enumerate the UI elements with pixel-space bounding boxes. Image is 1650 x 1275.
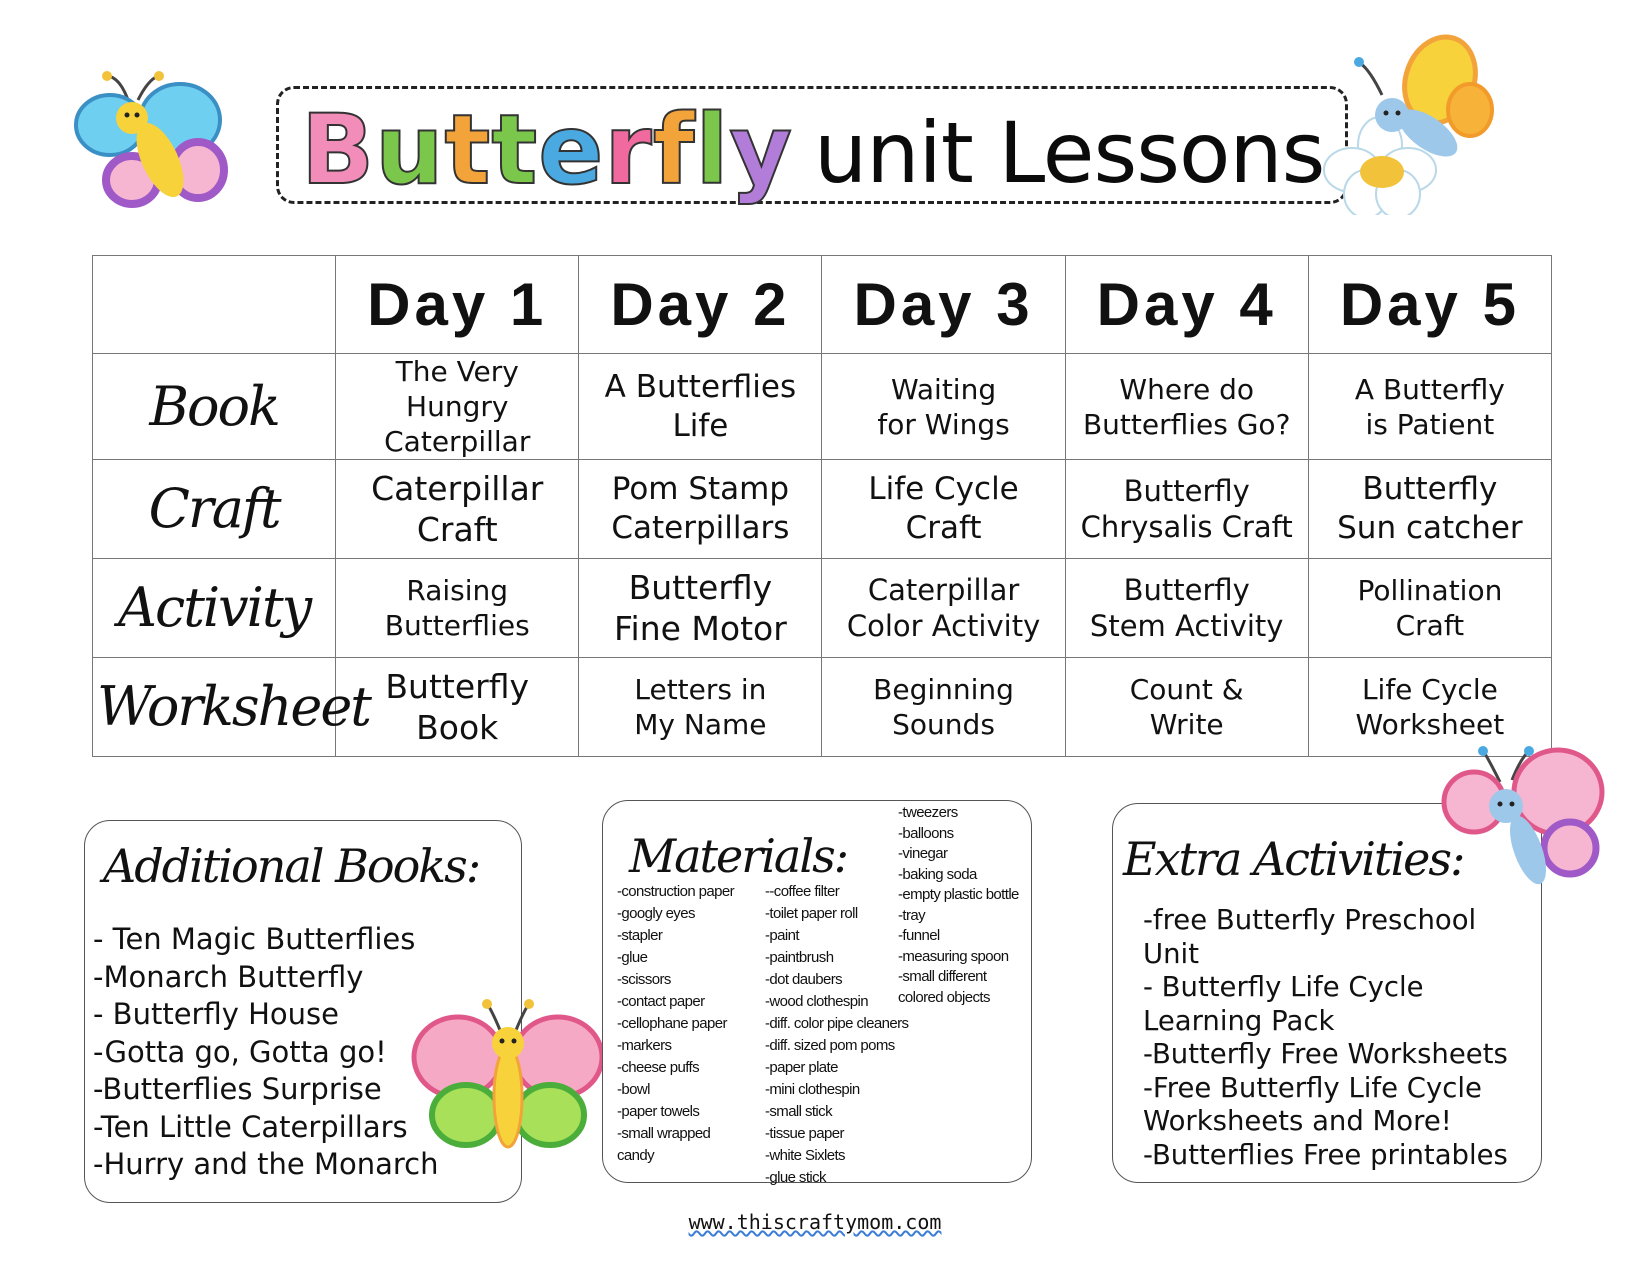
title-letter: B: [301, 94, 376, 206]
material-item: -small wrapped: [617, 1125, 711, 1142]
material-item: -wood clothespin: [765, 993, 868, 1010]
material-item: --coffee filter: [765, 883, 840, 900]
material-item: -contact paper: [617, 993, 705, 1010]
list-item: -free Butterfly Preschool: [1143, 904, 1477, 936]
table-cell: Butterfly Book: [336, 658, 579, 757]
title-banner: [276, 86, 1348, 204]
additional-books-title: Additional Books:: [103, 839, 480, 893]
material-item: -mini clothespin: [765, 1081, 860, 1098]
list-item: -Ten Little Caterpillars: [93, 1109, 408, 1144]
material-item: -measuring spoon: [898, 947, 1009, 965]
table-cell: Where do Butterflies Go?: [1065, 354, 1308, 460]
material-item: -diff. color pipe cleaners: [765, 1015, 909, 1032]
material-item: -scissors: [617, 971, 671, 988]
material-item: -paintbrush: [765, 949, 834, 966]
lesson-schedule-table: [92, 255, 1552, 757]
title-letter: e: [538, 94, 605, 206]
material-item: -glue: [617, 949, 648, 966]
materials-title: Materials:: [629, 829, 848, 883]
table-cell: Beginning Sounds: [822, 658, 1065, 757]
list-item: Learning Pack: [1143, 1004, 1335, 1037]
material-item: -paint: [765, 927, 799, 944]
material-item: -toilet paper roll: [765, 905, 858, 922]
column-header-day-1: Day 1: [336, 256, 579, 354]
list-item: Worksheets and More!: [1143, 1105, 1452, 1137]
material-item: -small different: [898, 968, 987, 985]
material-item: -stapler: [617, 927, 663, 944]
table-row-worksheet: [93, 658, 1552, 757]
material-item: colored objects: [898, 988, 990, 1006]
material-item: -white Sixlets: [765, 1147, 845, 1164]
material-item: -paper plate: [765, 1059, 838, 1076]
column-header-day-5: Day 5: [1308, 256, 1551, 354]
material-item: -dot daubers: [765, 971, 843, 988]
list-item: - Butterfly House: [93, 997, 339, 1031]
material-item: -cheese puffs: [617, 1059, 699, 1076]
table-cell: Butterfly Stem Activity: [1065, 559, 1308, 658]
materials-column-2: [765, 881, 908, 1189]
table-cell: Life Cycle Worksheet: [1308, 658, 1551, 757]
extra-activities-list: [1143, 904, 1508, 1172]
materials-column-3: [898, 803, 1019, 1008]
list-item: -Butterflies Free printables: [1143, 1138, 1508, 1171]
extra-activities-title: Extra Activities:: [1123, 832, 1464, 886]
butterfly-icon-top-left: [70, 70, 230, 220]
material-item: -balloons: [898, 824, 954, 842]
material-item: -diff. sized pom poms: [765, 1037, 895, 1054]
material-item: -glue stick: [765, 1169, 826, 1186]
list-item: - Butterfly Life Cycle: [1143, 971, 1424, 1003]
material-item: -googly eyes: [617, 905, 695, 922]
pink-butterfly-icon: [410, 995, 605, 1160]
table-cell: Pom Stamp Caterpillars: [579, 460, 822, 559]
table-cell: The Very Hungry Caterpillar: [336, 354, 579, 460]
material-item: -tray: [898, 906, 926, 924]
material-item: -paper towels: [617, 1103, 700, 1120]
material-item: -tweezers: [898, 804, 958, 821]
title-letter: y: [729, 94, 793, 206]
material-item: -empty plastic bottle: [898, 886, 1019, 903]
table-cell: A Butterflies Life: [579, 354, 822, 460]
list-item: -Free Butterfly Life Cycle: [1143, 1071, 1482, 1104]
row-label-craft: Craft: [93, 460, 336, 559]
table-row-book: [93, 354, 1552, 460]
list-item: -Hurry and the Monarch: [93, 1147, 439, 1181]
table-cell: Caterpillar Craft: [336, 460, 579, 559]
table-cell: Waiting for Wings: [822, 354, 1065, 460]
material-item: -vinegar: [898, 845, 948, 862]
table-cell: Caterpillar Color Activity: [822, 559, 1065, 658]
title-letter: f: [652, 94, 696, 206]
list-item: Unit: [1143, 937, 1199, 970]
materials-column-1: [617, 881, 734, 1167]
title-letter: t: [491, 94, 539, 206]
table-row-craft: [93, 460, 1552, 559]
table-header-row: [93, 256, 1552, 354]
list-item: - Ten Magic Butterflies: [93, 922, 416, 956]
list-item: -Gotta go, Gotta go!: [93, 1034, 387, 1069]
title-subtitle: unit Lessons: [814, 104, 1325, 202]
table-cell: Butterfly Chrysalis Craft: [1065, 460, 1308, 559]
title-letter: u: [375, 94, 445, 206]
material-item: candy: [617, 1147, 655, 1164]
title-letter: r: [604, 94, 653, 206]
material-item: -funnel: [898, 927, 940, 944]
table-cell: Butterfly Sun catcher: [1308, 460, 1551, 559]
list-item: -Butterflies Surprise: [93, 1072, 382, 1106]
additional-books-list: [93, 921, 438, 1184]
row-label-book: Book: [93, 354, 336, 460]
table-row-activity: [93, 559, 1552, 658]
title-letter: t: [444, 94, 492, 206]
row-label-worksheet: Worksheet: [93, 658, 336, 757]
table-cell: Count & Write: [1065, 658, 1308, 757]
material-item: -bowl: [617, 1081, 650, 1098]
material-item: -small stick: [765, 1103, 832, 1120]
table-corner-cell: [93, 256, 336, 354]
table-cell: Raising Butterflies: [336, 559, 579, 658]
list-item: -Monarch Butterfly: [93, 959, 364, 994]
material-item: -cellophane paper: [617, 1015, 727, 1032]
materials-box: [602, 800, 1032, 1186]
title-letter: l: [695, 94, 730, 206]
list-item: -Butterfly Free Worksheets: [1143, 1038, 1508, 1070]
table-cell: Letters in My Name: [579, 658, 822, 757]
table-cell: A Butterfly is Patient: [1308, 354, 1551, 460]
table-cell: Butterfly Fine Motor: [579, 559, 822, 658]
title-word: [301, 95, 793, 205]
blue-pink-butterfly-icon: [1440, 740, 1610, 890]
butterfly-on-flower-icon: [1320, 25, 1510, 215]
column-header-day-4: Day 4: [1065, 256, 1308, 354]
material-item: -construction paper: [617, 883, 735, 900]
material-item: -tissue paper: [765, 1125, 844, 1142]
table-cell: Pollination Craft: [1308, 559, 1551, 658]
material-item: -markers: [617, 1037, 672, 1054]
column-header-day-2: Day 2: [579, 256, 822, 354]
column-header-day-3: Day 3: [822, 256, 1065, 354]
material-item: -baking soda: [898, 865, 977, 883]
table-cell: Life Cycle Craft: [822, 460, 1065, 559]
footer-url[interactable]: www.thiscraftymom.com: [688, 1210, 942, 1234]
row-label-activity: Activity: [93, 559, 336, 658]
